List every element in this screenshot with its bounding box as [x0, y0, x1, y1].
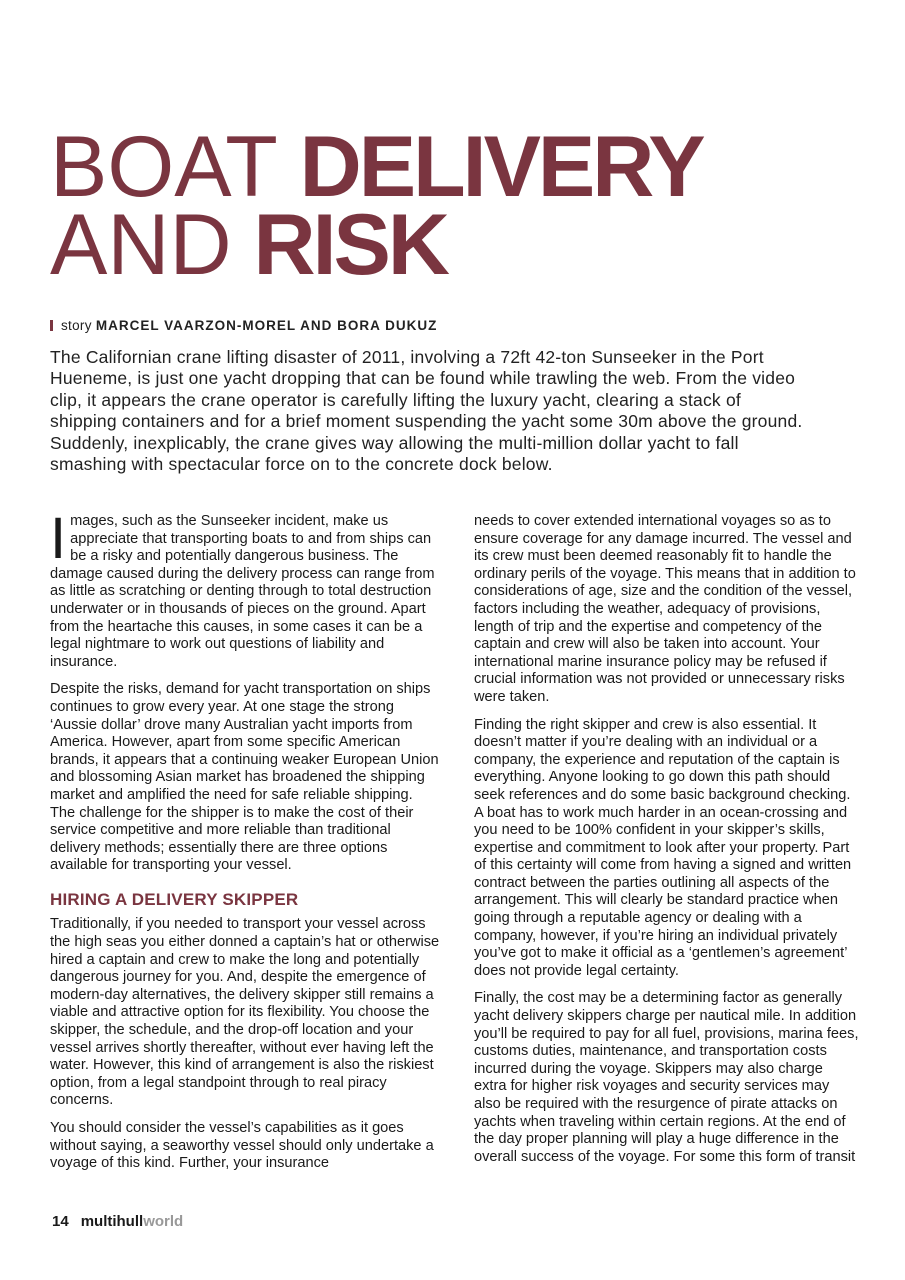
headline-line1-bold: DELIVERY — [299, 119, 703, 215]
headline-line2-thin: AND — [50, 197, 232, 293]
byline-label: story — [61, 318, 92, 333]
left-column — [50, 506, 440, 1183]
left-paragraph-1 — [50, 506, 440, 671]
right-paragraph-2: Finding the right skipper and crew is also essential. It doesn’t matter if you’re dealing with an individual or a company, the experience and reputation of the captain is everything. Anyone looking to go down this path should seek references and do some basic background checking. A boat has to work much harder in an ocean-crossing and you need to be 100% confident in your skipper’s skills, expertise and commitment to look after your property. Part of this certainty will come from having a signed and written contract between the parties outlining all aspects of the arrangement. This will clearly be standard practice when going through a reputable agency or dealing with a company, however, if you’re hiring an individual privately you’ve got to make it official as a ‘gentlemen’s agreement’ does not provide legal certainty. — [474, 716, 852, 979]
left-paragraph-4: You should consider the vessel’s capabilities as it goes without saying, a seaworthy vessel should only undertake a voyage of this kind. Further, your insurance — [50, 1120, 434, 1172]
section-subhead: HIRING A DELIVERY SKIPPER — [50, 889, 299, 909]
left-paragraph-3: Traditionally, if you needed to transport your vessel across the high seas you either donned a captain’s hat or otherwise hired a captain and crew to make the long and potentially dangerous journey for you. And, despite the emergence of modern-day alternatives, the delivery skipper still remains a viable and attractive option for its flexibility. You choose the skipper, the schedule, and the drop-off location and your vessel arrives shortly thereafter, without ever having left the water. However, this kind of arrangement is also the riskiest option, from a legal standpoint through to real piracy concerns. — [50, 916, 440, 1109]
right-column — [474, 513, 859, 1176]
byline — [50, 318, 437, 333]
drop-cap: I — [50, 506, 67, 571]
left-paragraph-2: Despite the risks, demand for yacht transportation on ships continues to grow every year. At one stage the strong ‘Aussie dollar’ drove many Australian yacht imports from America. However, apart from some specific American brands, it appears that a continuing weaker European Union and blossoming Asian market has broadened the shipping market and amplified the need for safe reliable shipping. The challenge for the shipper is to make the cost of their service competitive and more reliable than traditional delivery methods; essentially there are three options available for transporting your vessel. — [50, 681, 439, 874]
byline-authors: MARCEL VAARZON-MOREL AND BORA DUKUZ — [95, 318, 438, 333]
left-paragraph-1-text: mages, such as the Sunseeker incident, make us appreciate that transporting boats to and from ships can be a risky and potentially dangerous business. The damage caused during the delivery process can range from as little as scratching or denting through to total destruction underwater or in thousands of pieces on the ground. Apart from the heartache this causes, in some cases it can be a legal nightmare to work out questions of liability and insurance. — [50, 513, 435, 670]
magazine-brand-part2: world — [143, 1213, 184, 1230]
headline-line2-bold: RISK — [253, 197, 447, 293]
page-number: 14 — [52, 1213, 69, 1230]
page-footer — [52, 1213, 183, 1230]
headline — [50, 119, 703, 293]
magazine-brand-part1: multihull — [80, 1213, 144, 1230]
right-paragraph-3: Finally, the cost may be a determining factor as generally yacht delivery skippers charge per nautical mile. In addition you’ll be required to pay for all fuel, provisions, marina fees, customs duties, maintenance, and transportation costs incurred during the voyage. Skippers may also charge extra for higher risk voyages and security services may also be required with the resurgence of pirate attacks on yachts when traveling within certain regions. At the end of the day proper planning will play a huge difference in the overall success of the voyage. For some this form of transit — [474, 990, 859, 1165]
byline-bar-icon — [50, 320, 53, 331]
headline-line1-thin: BOAT — [50, 119, 278, 215]
right-paragraph-1: needs to cover extended international voyages so as to ensure coverage for any damage incurred. The vessel and its crew must been deemed reasonably fit to handle the ordinary perils of the voyage. This means that in addition to considerations of age, size and the condition of the vessel, factors including the weather, adequacy of provisions, length of trip and the expertise and competency of the captain and crew will also be taken into account. Your international marine insurance policy may be refused if crucial information was not provided or unnecessary risks were taken. — [474, 513, 856, 705]
intro-paragraph: The Californian crane lifting disaster of 2011, involving a 72ft 42-ton Sunseeker in the Port Hueneme, is just one yacht dropping that can be found while trawling the web. From the video clip, it appears the crane operator is carefully lifting the luxury yacht, clearing a stack of shipping containers and for a brief moment suspending the yacht some 30m above the ground. Suddenly, inexplicably, the crane gives way allowing the multi-million dollar yacht to fall smashing with spectacular force on to the concrete dock below. — [50, 347, 803, 475]
